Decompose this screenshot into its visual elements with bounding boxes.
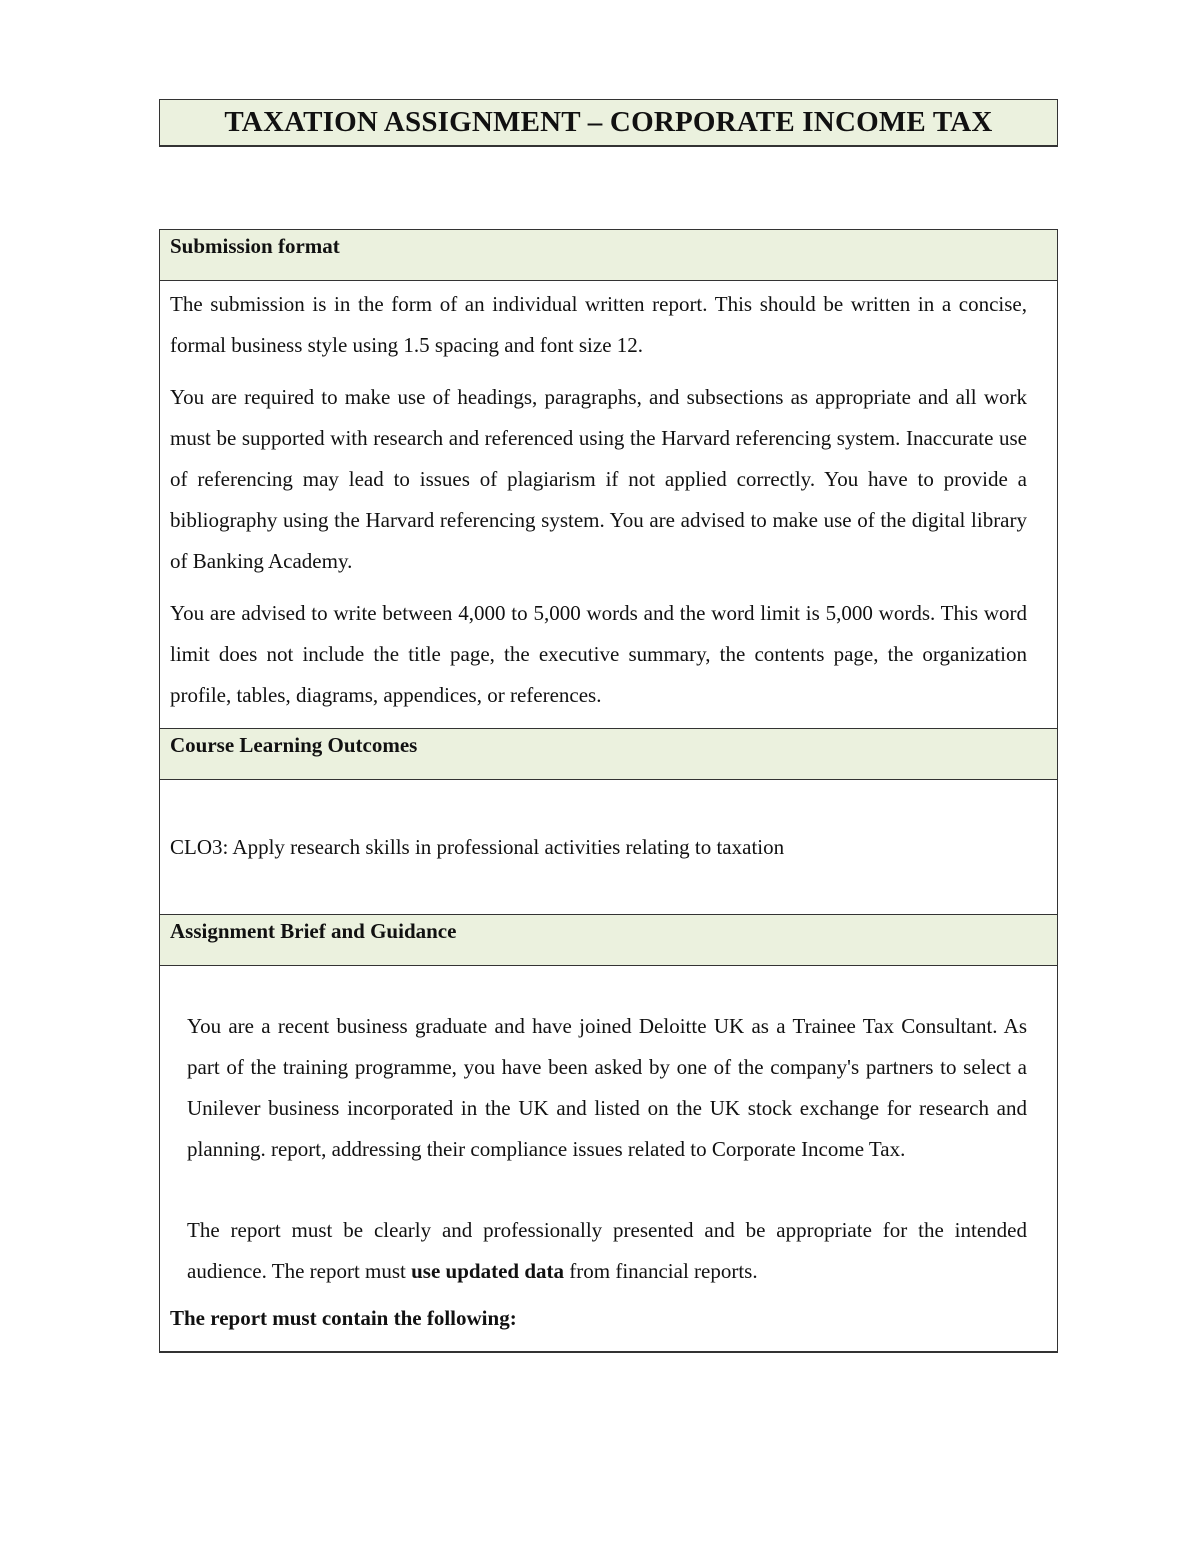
submission-format-header-cell [160, 230, 1058, 281]
clo-header-cell [160, 729, 1058, 780]
submission-format-heading: Submission format [170, 234, 340, 258]
brief-paragraph: You are a recent business graduate and have joined Deloitte UK as a Trainee Tax Consultant. As part of the training programme, you have been asked by one of the company's partners to select a Unilever business incorporated in the UK and listed on the UK stock exchange for research and planning. report, addressing their compliance issues related to Corporate Income Tax. [187, 1014, 1027, 1161]
submission-format-header-row [160, 230, 1058, 281]
title-box [159, 99, 1058, 147]
brief-header-cell [160, 915, 1058, 966]
assignment-table [159, 229, 1058, 1353]
brief-paragraph-2 [170, 1210, 1027, 1292]
brief-header-row [160, 915, 1058, 966]
brief-heading: Assignment Brief and Guidance [170, 919, 457, 943]
paragraph-spacer [170, 1170, 1027, 1210]
report-contents-heading: The report must contain the following: [170, 1306, 517, 1330]
clo-body-row [160, 780, 1058, 915]
brief-paragraph-2-start: The report must be clearly and professionally presented and be appropriate for the intended audience. The report must [187, 1218, 1027, 1283]
submission-format-body-cell [160, 281, 1058, 729]
submission-paragraph: The submission is in the form of an individual written report. This should be written in a concise, formal business style using 1.5 spacing and font size 12. [170, 292, 1027, 357]
submission-paragraph: You are advised to write between 4,000 to 5,000 words and the word limit is 5,000 words. This word limit does not include the title page, the executive summary, the contents page, the organization profile, tables, diagrams, appendices, or references. [170, 601, 1027, 707]
clo-body-cell [160, 780, 1058, 915]
brief-paragraph-2-emphasis: use updated data [411, 1259, 565, 1283]
brief-paragraph-2-end: from financial reports. [564, 1259, 758, 1283]
submission-paragraph: You are required to make use of headings, paragraphs, and subsections as appropriate and all work must be supported with research and referenced using the Harvard referencing system. Inaccurate use of referencing may lead to issues of plagiarism if not applied correctly. You have to provide a bibliography using the Harvard referencing system. You are advised to make use of the digital library of Banking Academy. [170, 385, 1027, 573]
brief-body-row [160, 966, 1058, 1353]
clo-heading: Course Learning Outcomes [170, 733, 418, 757]
clo-header-row [160, 729, 1058, 780]
submission-format-body-row [160, 281, 1058, 729]
document-title: TAXATION ASSIGNMENT – CORPORATE INCOME TAX [224, 106, 993, 138]
clo-item: CLO3: Apply research skills in professional activities relating to taxation [170, 835, 785, 859]
brief-body-cell [160, 966, 1058, 1353]
